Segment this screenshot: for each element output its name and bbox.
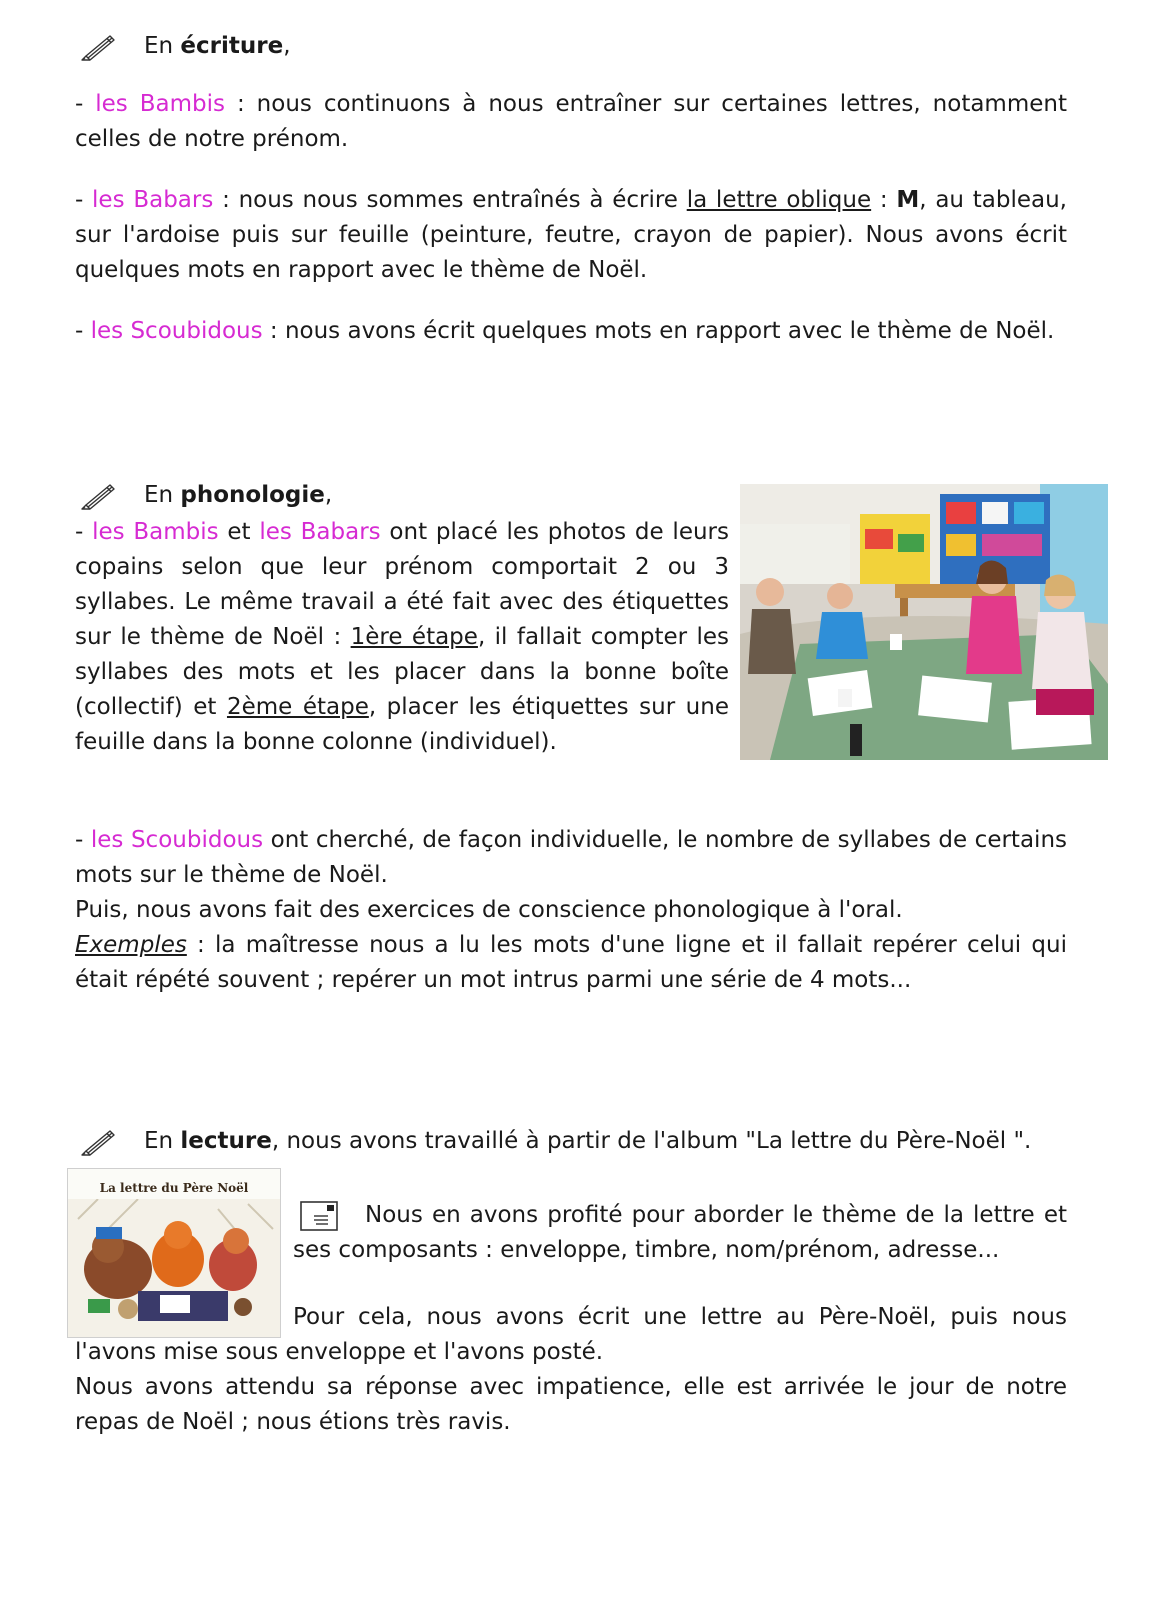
- underlined-term: la lettre oblique: [686, 187, 872, 213]
- book-cover-title: La lettre du Père Noël: [99, 1181, 249, 1195]
- phonologie-paragraph-1: - les Bambis et les Babars ont placé les photos de leurs copains selon que leur prénom comportait 2 ou 3 syllabes. Le même travail a été fait avec des étiquettes sur le thème de Noël : 1ère étape, il fallait compter les syllabes des mots et les placer dans la bonne boîte (collectif) et 2ème étape, placer les étiquettes sur une feuille dans la bonne colonne (individuel).: [75, 519, 729, 755]
- lecture-heading: [78, 1121, 1031, 1161]
- heading-suffix: ,: [283, 32, 291, 59]
- group-scoubidous: les Scoubidous: [90, 318, 263, 344]
- group-bambis: les Bambis: [95, 91, 225, 117]
- lecture-paragraph-2-line-2: l'avons mise sous enveloppe et l'avons posté.: [75, 1339, 604, 1365]
- pencil-icon: [78, 31, 118, 61]
- letter-m: M: [896, 187, 920, 213]
- book-cover-illustration: [68, 1199, 280, 1337]
- phonologie-heading: [78, 475, 332, 515]
- book-cover: [67, 1168, 281, 1338]
- lecture-paragraph-2-line-1: Pour cela, nous avons écrit une lettre au Père-Noël, puis nous: [293, 1304, 1067, 1330]
- step-1: 1ère étape: [350, 624, 478, 650]
- pencil-icon: [78, 1126, 118, 1156]
- heading-suffix: , nous avons travaillé à partir de l'album "La lettre du Père-Noël ".: [271, 1127, 1032, 1154]
- step-2: 2ème étape: [226, 694, 369, 720]
- group-scoubidous: les Scoubidous: [90, 827, 264, 853]
- examples-label: Exemples: [75, 932, 187, 958]
- pencil-icon: [78, 480, 118, 510]
- heading-suffix: ,: [324, 481, 333, 508]
- heading-keyword: lecture: [180, 1127, 272, 1154]
- ecriture-heading: [78, 26, 291, 66]
- heading-text: En: [144, 1127, 181, 1154]
- heading-text: En: [144, 32, 181, 59]
- classroom-photo: [740, 484, 1108, 760]
- phonologie-paragraph-2: - les Scoubidous ont cherché, de façon individuelle, le nombre de syllabes de certains mots sur le thème de Noël. Puis, nous avons fait des exercices de conscience phonologique à l'oral. Exemples : la maîtresse nous a lu les mots d'une ligne et il fallait repérer celui qui était répété souvent ; repérer un mot intrus parmi une série de 4 mots...: [75, 827, 1067, 993]
- lecture-paragraph-1: Nous en avons profité pour aborder le thème de la lettre et ses composants : enveloppe, timbre, nom/prénom, adresse...: [293, 1202, 1067, 1263]
- group-bambis: les Bambis: [92, 519, 219, 545]
- ecriture-bambis-paragraph: - les Bambis : nous continuons à nous entraîner sur certaines lettres, notamment celles de notre prénom.: [75, 91, 1067, 152]
- heading-keyword: phonologie: [180, 481, 325, 508]
- group-babars: les Babars: [259, 519, 381, 545]
- heading-keyword: écriture: [180, 32, 284, 59]
- group-babars: les Babars: [92, 187, 214, 213]
- lecture-paragraph-3: Nous avons attendu sa réponse avec impatience, elle est arrivée le jour de notre repas de Noël ; nous étions très ravis.: [75, 1374, 1067, 1435]
- ecriture-babars-paragraph: - les Babars : nous nous sommes entraînés à écrire la lettre oblique : M, au tableau, sur l'ardoise puis sur feuille (peinture, feutre, crayon de papier). Nous avons écrit quelques mots en rapport avec le thème de Noël.: [75, 187, 1067, 283]
- ecriture-scoubidous-paragraph: - les Scoubidous : nous avons écrit quelques mots en rapport avec le thème de Noël.: [75, 318, 1055, 344]
- heading-text: En: [144, 481, 181, 508]
- phonologie-line-puis: Puis, nous avons fait des exercices de conscience phonologique à l'oral.: [75, 897, 903, 923]
